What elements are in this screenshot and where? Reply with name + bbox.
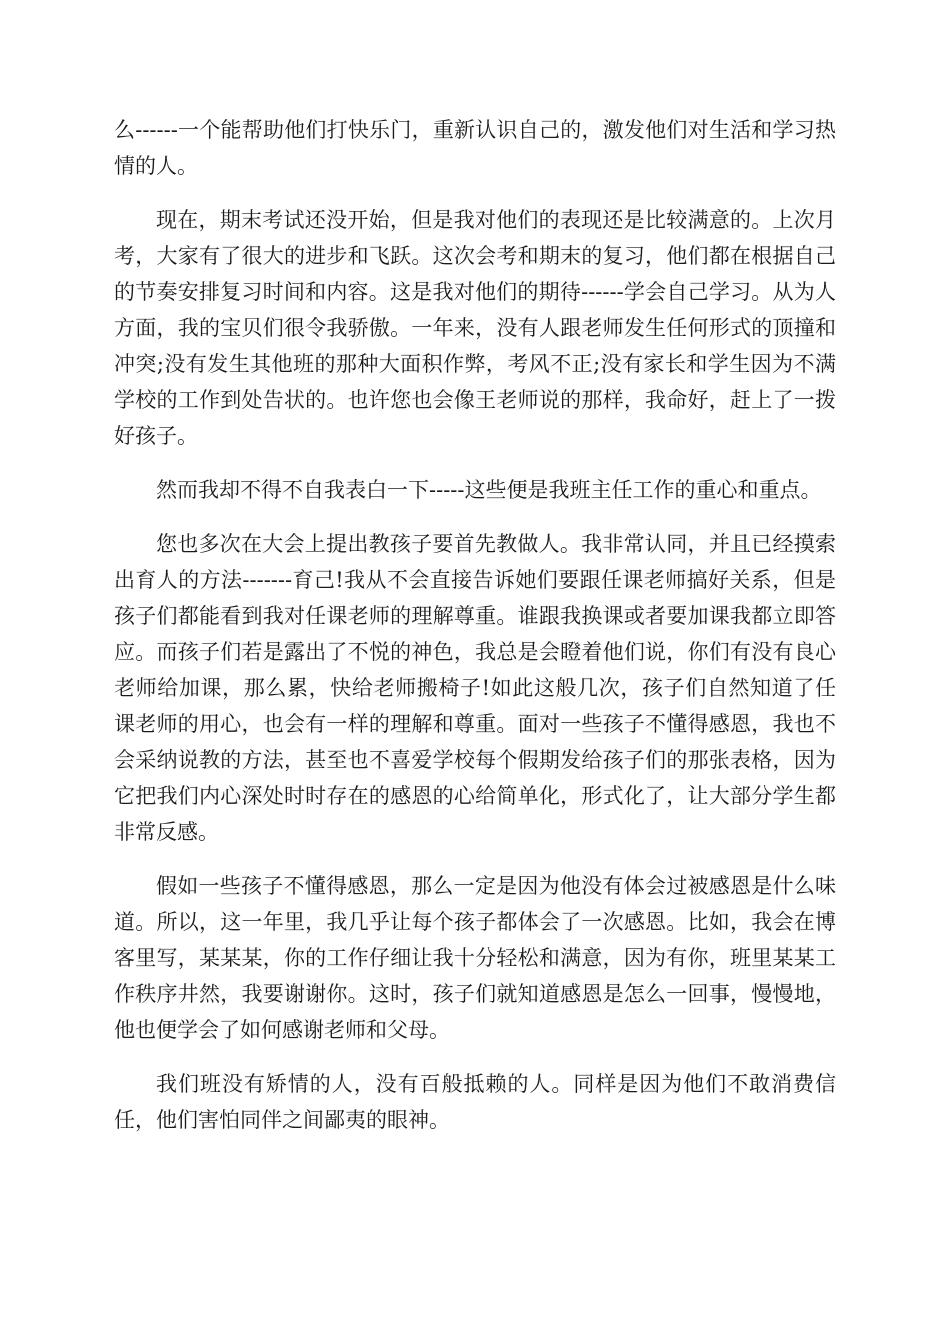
document-body [114, 112, 836, 1156]
paragraph-educating-people: 您也多次在大会上提出教孩子要首先教做人。我非常认同，并且已经摸索出育人的方法-------育己!我从不会直接告诉她们要跟任课老师搞好关系，但是孩子们都能看到我对任课老师的理解尊重。谁跟我换课或者要加课我都立即答应。而孩子们若是露出了不悦的神色，我总是会瞪着他们说，你们有没有良心老师给加课，那么累，快给老师搬椅子!如此这般几次，孩子们自然知道了任课老师的用心，也会有一样的理解和尊重。面对一些孩子不懂得感恩，我也不会采纳说教的方法，甚至也不喜爱学校每个假期发给孩子们的那张表格，因为它把我们内心深处时时存在的感恩的心给简单化，形式化了，让大部分学生都非常反感。 [114, 532, 836, 844]
paragraph-continuation: 么------一个能帮助他们打快乐门，重新认识自己的，激发他们对生活和学习热情的人。 [114, 118, 836, 178]
paragraph-self-statement: 然而我却不得不自我表白一下-----这些便是我班主任工作的重心和重点。 [156, 478, 822, 502]
paragraph-gratitude: 假如一些孩子不懂得感恩，那么一定是因为他没有体会过被感恩是什么味道。所以，这一年里，我几乎让每个孩子都体会了一次感恩。比如，我会在博客里写，某某某，你的工作仔细让我十分轻松和满意，因为有你，班里某某工作秩序井然，我要谢谢你。这时，孩子们就知道感恩是怎么一回事，慢慢地，他也便学会了如何感谢老师和父母。 [114, 874, 836, 1042]
paragraph-trust: 我们班没有矫情的人，没有百般抵赖的人。同样是因为他们不敢消费信任，他们害怕同伴之间鄙夷的眼神。 [114, 1072, 836, 1132]
paragraph-exam-performance: 现在，期末考试还没开始，但是我对他们的表现还是比较满意的。上次月考，大家有了很大的进步和飞跃。这次会考和期末的复习，他们都在根据自己的节奏安排复习时间和内容。这是我对他们的期待------学会自己学习。从为人方面，我的宝贝们很令我骄傲。一年来，没有人跟老师发生任何形式的顶撞和冲突;没有发生其他班的那种大面积作弊，考风不正;没有家长和学生因为不满学校的工作到处告状的。也许您也会像王老师说的那样，我命好，赶上了一拨好孩子。 [114, 208, 836, 448]
